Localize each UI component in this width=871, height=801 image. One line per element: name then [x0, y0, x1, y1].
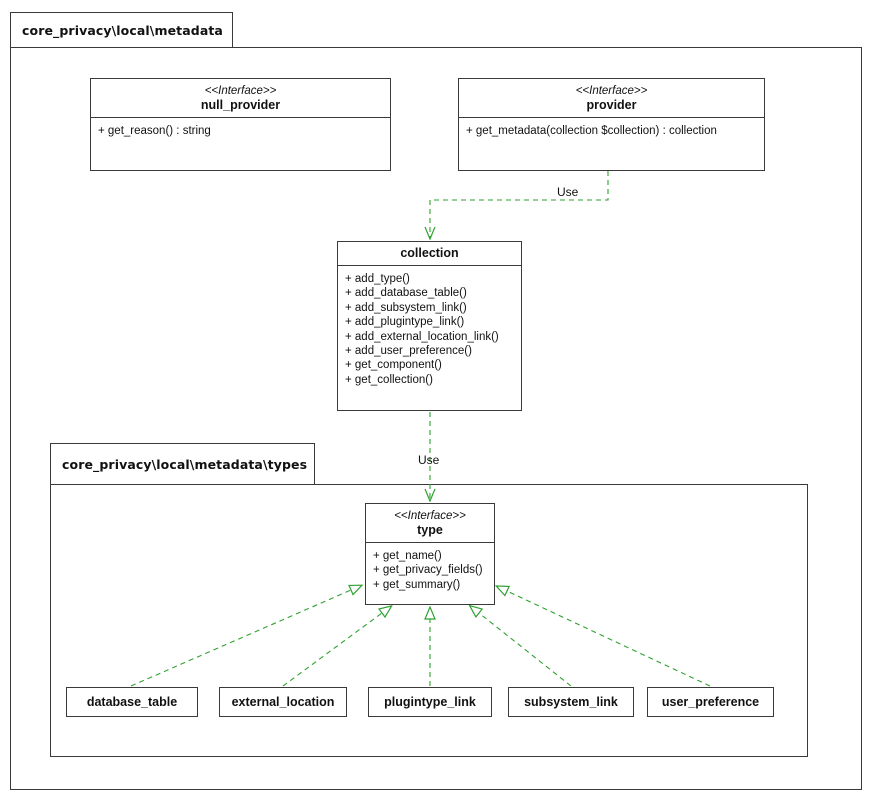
class-method: + get_component() — [345, 359, 442, 372]
class-method: + get_collection() — [345, 373, 433, 386]
class-external-location — [219, 687, 347, 717]
class-method: + add_subsystem_link() — [345, 301, 467, 314]
class-name: external_location — [231, 695, 335, 709]
class-database-table — [66, 687, 198, 717]
class-methods — [366, 543, 494, 598]
class-method: + add_type() — [345, 273, 410, 285]
class-method: + add_external_location_link() — [345, 330, 499, 343]
realization-arrow-external-location-type — [283, 613, 382, 686]
class-header — [91, 79, 390, 118]
stereotype-label: <<Interface>> — [394, 510, 466, 522]
class-name: collection — [400, 246, 459, 260]
class-method: + get_privacy_fields() — [373, 564, 483, 577]
package-label-metadata: core_privacy\local\metadata — [22, 22, 223, 38]
class-name: user_preference — [661, 695, 760, 709]
class-header — [338, 242, 521, 266]
class-method: + add_user_preference() — [345, 345, 472, 358]
realization-arrow-user-preference-type — [507, 591, 710, 686]
class-name: type — [417, 523, 443, 537]
class-header — [366, 504, 494, 543]
class-header — [459, 79, 764, 118]
class-name: subsystem_link — [524, 695, 618, 709]
class-name: database_table — [86, 695, 178, 709]
class-methods — [338, 266, 521, 393]
class-name: null_provider — [200, 98, 281, 112]
class-provider — [458, 78, 765, 171]
use-label-collection-type: Use — [418, 453, 440, 467]
use-label-provider-collection: Use — [557, 185, 579, 199]
stereotype-label: <<Interface>> — [575, 85, 648, 97]
class-methods — [91, 118, 390, 144]
class-subsystem-link — [508, 687, 634, 717]
class-name: plugintype_link — [384, 695, 476, 709]
class-method: + get_metadata(collection $collection) : collection — [466, 125, 717, 137]
class-method: + add_plugintype_link() — [345, 316, 465, 329]
class-plugintype-link — [368, 687, 492, 717]
class-method: + get_reason() : string — [98, 125, 211, 137]
dependency-arrow-provider-collection — [430, 171, 608, 239]
class-user-preference — [647, 687, 774, 717]
package-label-metadata-types: core_privacy\local\metadata\types — [62, 456, 308, 472]
stereotype-label: <<Interface>> — [204, 85, 277, 97]
realization-arrow-subsystem-link-type — [479, 613, 571, 686]
class-null-provider — [90, 78, 391, 171]
class-methods — [459, 118, 764, 144]
realization-arrow-database-table-type — [131, 590, 351, 686]
class-method: + add_database_table() — [345, 287, 467, 300]
class-name: provider — [586, 98, 637, 112]
class-type — [365, 503, 495, 605]
class-method: + get_summary() — [373, 578, 461, 591]
class-collection — [337, 241, 522, 411]
class-method: + get_name() — [373, 550, 442, 562]
